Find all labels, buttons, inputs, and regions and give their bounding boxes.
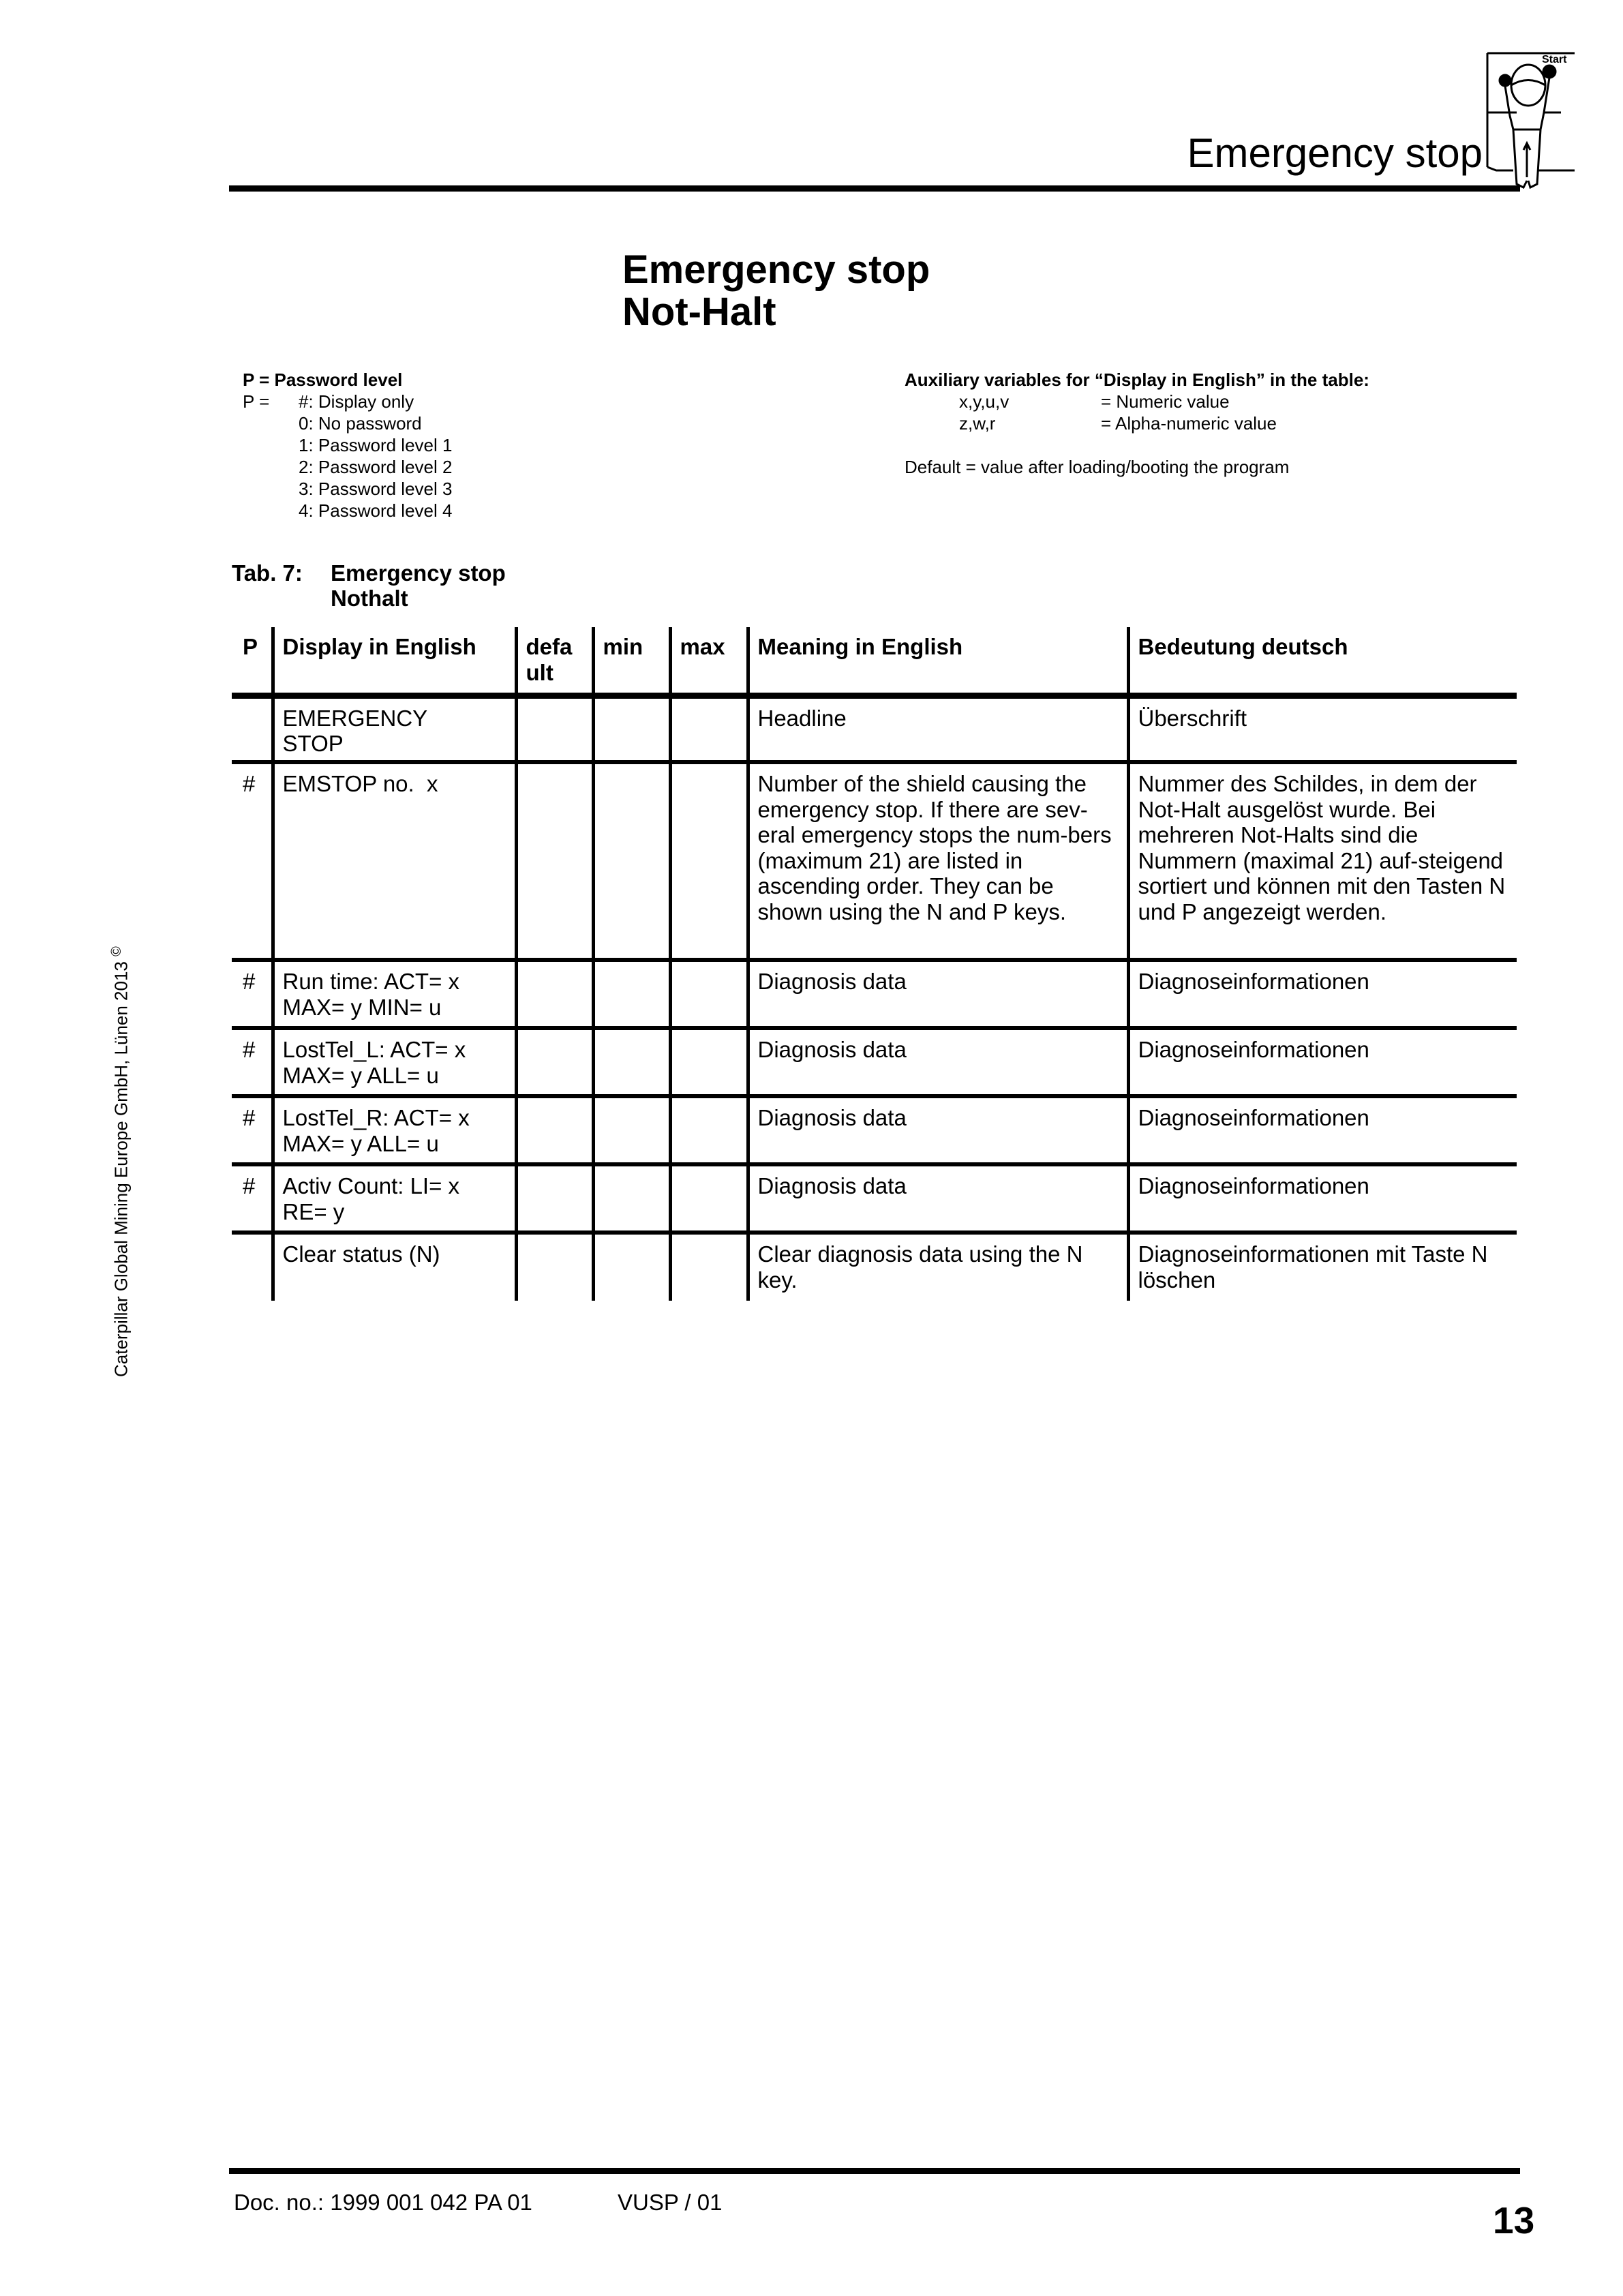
cell-display: Run time: ACT= x MAX= y MIN= u — [273, 960, 516, 1028]
cell-display: Clear status (N) — [273, 1233, 516, 1301]
cell-meaning-de: Diagnoseinformationen — [1128, 1028, 1517, 1096]
column-header-p: P — [232, 627, 273, 695]
cell-max — [670, 1096, 748, 1164]
default-note: Default = value after loading/booting the program — [905, 457, 1290, 477]
cell-p: # — [232, 960, 273, 1028]
cell-min — [593, 762, 670, 960]
cell-max — [670, 695, 748, 762]
table-row — [232, 1164, 1517, 1233]
cell-min — [593, 960, 670, 1028]
cell-p: # — [232, 1028, 273, 1096]
cell-default — [516, 762, 593, 960]
aux-var-names: x,y,u,v — [959, 391, 1010, 412]
cell-p — [232, 695, 273, 762]
table-row — [232, 960, 1517, 1028]
auxiliary-variables-legend — [905, 369, 1369, 478]
table-number: Tab. 7: — [232, 560, 303, 586]
page-number: 13 — [1493, 2199, 1535, 2241]
cell-min — [593, 1164, 670, 1233]
cell-meaning-de: Diagnoseinformationen — [1128, 960, 1517, 1028]
cell-max — [670, 1028, 748, 1096]
parameter-table — [232, 627, 1517, 1301]
document-number: Doc. no.: 1999 001 042 PA 01 — [234, 2190, 532, 2215]
page-title-en: Emergency stop — [622, 247, 930, 292]
header-rule — [229, 185, 1520, 192]
cell-meaning-en: Number of the shield causing the emergency stop. If there are sev-eral emergency stops the num-bers (maximum 21) are listed in ascending order. They can be shown using the N and P keys. — [748, 762, 1128, 960]
cell-p: # — [232, 762, 273, 960]
cell-p — [232, 1233, 273, 1301]
cell-display: EMSTOP no. x — [273, 762, 516, 960]
cell-max — [670, 1164, 748, 1233]
column-header-max: max — [670, 627, 748, 695]
password-legend-item: 0: No password — [299, 413, 422, 434]
footer-rule — [229, 2168, 1520, 2174]
page-title-de: Not-Halt — [622, 290, 776, 334]
aux-legend-heading: Auxiliary variables for “Display in English” in the table: — [905, 369, 1369, 390]
password-legend-item: 4: Password level 4 — [299, 500, 453, 521]
aux-var-meaning: = Numeric value — [1101, 391, 1230, 412]
password-legend-heading: P = Password level — [243, 369, 403, 390]
copyright-icon: © — [109, 946, 124, 956]
password-legend-prefix: P = — [243, 391, 270, 412]
emergency-stop-person-icon — [1486, 48, 1581, 191]
column-header-meaning-de: Bedeutung deutsch — [1128, 627, 1517, 695]
table-title-en: Emergency stop — [331, 560, 506, 586]
table-row — [232, 1028, 1517, 1096]
table-title-de: Nothalt — [331, 586, 408, 611]
table-row — [232, 762, 1517, 960]
cell-default — [516, 960, 593, 1028]
cell-default — [516, 1096, 593, 1164]
table-row — [232, 1233, 1517, 1301]
cell-default — [516, 1028, 593, 1096]
cell-default — [516, 695, 593, 762]
aux-var-meaning: = Alpha-numeric value — [1101, 413, 1277, 434]
cell-display: Activ Count: LI= x RE= y — [273, 1164, 516, 1233]
column-header-default: defa ult — [516, 627, 593, 695]
password-legend-item: 1: Password level 1 — [299, 435, 453, 455]
cell-max — [670, 960, 748, 1028]
cell-min — [593, 1028, 670, 1096]
cell-p: # — [232, 1096, 273, 1164]
cell-meaning-de: Diagnoseinformationen — [1128, 1096, 1517, 1164]
table-header-row — [232, 627, 1517, 695]
cell-min — [593, 1233, 670, 1301]
running-header-title: Emergency stop — [1187, 130, 1483, 176]
cell-meaning-en: Diagnosis data — [748, 1096, 1128, 1164]
password-legend-item: 2: Password level 2 — [299, 457, 453, 477]
aux-var-names: z,w,r — [959, 413, 996, 434]
cell-meaning-en: Diagnosis data — [748, 1028, 1128, 1096]
cell-default — [516, 1164, 593, 1233]
start-label: Start — [1542, 54, 1567, 65]
cell-meaning-en: Diagnosis data — [748, 1164, 1128, 1233]
page-title — [622, 249, 930, 333]
cell-meaning-en: Clear diagnosis data using the N key. — [748, 1233, 1128, 1301]
cell-max — [670, 762, 748, 960]
cell-display: LostTel_R: ACT= x MAX= y ALL= u — [273, 1096, 516, 1164]
table-row — [232, 1096, 1517, 1164]
cell-min — [593, 1096, 670, 1164]
table-caption — [232, 560, 506, 611]
copyright-text: Caterpillar Global Mining Europe GmbH, Lünen 2013 — [110, 961, 132, 1377]
cell-meaning-de: Nummer des Schildes, in dem der Not-Halt ausgelöst wurde. Bei mehreren Not-Halts sind die Nummern (maximal 21) auf-steigend sortiert und können mit den Tasten N und P angezeigt werden. — [1128, 762, 1517, 960]
cell-max — [670, 1233, 748, 1301]
cell-min — [593, 695, 670, 762]
table-row — [232, 695, 1517, 762]
password-legend-item: #: Display only — [299, 391, 414, 412]
copyright-note — [109, 946, 132, 1377]
cell-display: LostTel_L: ACT= x MAX= y ALL= u — [273, 1028, 516, 1096]
password-legend-item: 3: Password level 3 — [299, 479, 453, 499]
column-header-meaning-en: Meaning in English — [748, 627, 1128, 695]
cell-meaning-en: Headline — [748, 695, 1128, 762]
cell-p: # — [232, 1164, 273, 1233]
column-header-display: Display in English — [273, 627, 516, 695]
cell-meaning-de: Diagnoseinformationen — [1128, 1164, 1517, 1233]
cell-meaning-en: Diagnosis data — [748, 960, 1128, 1028]
cell-meaning-de: Diagnoseinformationen mit Taste N löschen — [1128, 1233, 1517, 1301]
cell-meaning-de: Überschrift — [1128, 695, 1517, 762]
cell-default — [516, 1233, 593, 1301]
document-version: VUSP / 01 — [618, 2190, 723, 2215]
cell-display: EMERGENCY STOP — [273, 695, 516, 762]
password-level-legend — [243, 369, 452, 522]
column-header-min: min — [593, 627, 670, 695]
